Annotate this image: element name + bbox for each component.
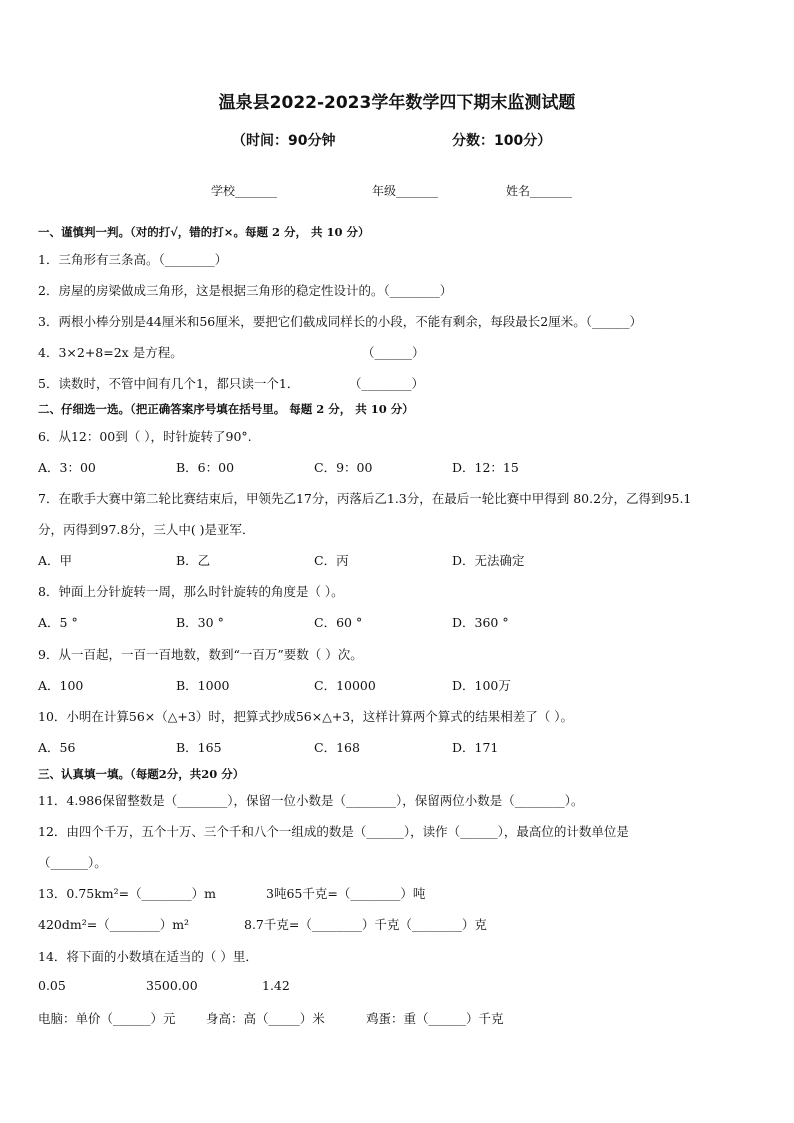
question-14-egg: 鸡蛋：重（______）千克: [366, 1011, 504, 1026]
exam-score: 分数：100分）: [452, 133, 552, 149]
question-9-option-a: A．100: [38, 678, 84, 693]
question-7-line-2: 分，丙得到97.8分，三人中( )是亚军．: [38, 522, 255, 537]
question-4: 4．3×2+8=2x 是方程。: [38, 345, 183, 360]
question-10-option-c: C．168: [314, 740, 360, 755]
exam-time: （时间：90分钟: [232, 133, 336, 149]
grade-field: 年级_______: [372, 184, 439, 198]
name-field: 姓名_______: [506, 184, 573, 198]
question-8-option-d: D．360 °: [452, 615, 509, 630]
question-8: 8．钟面上分针旋转一周，那么时针旋转的角度是（ ）。: [38, 584, 344, 599]
question-5-blank: （________）: [349, 376, 425, 391]
section-1-heading: 一、谨慎判一判。（对的打√，错的打×。每题 2 分， 共 10 分）: [38, 225, 370, 239]
question-11: 11．4.986保留整数是（________），保留一位小数是（________），保留两位小数是（________）。: [38, 793, 584, 808]
question-14-number-2: 3500.00: [146, 978, 198, 993]
question-8-option-c: C．60 °: [314, 615, 363, 630]
question-13-part-d: 8.7千克=（________）千克（________）克: [244, 917, 487, 932]
question-12-line-2: （______）。: [38, 855, 107, 870]
question-14-height: 身高：高（_____）米: [206, 1011, 325, 1026]
question-10-option-d: D．171: [452, 740, 499, 755]
question-5: 5．读数时，不管中间有几个1，都只读一个1．: [38, 376, 300, 391]
question-7-option-a: A．甲: [38, 553, 73, 568]
question-10-option-a: A．56: [38, 740, 76, 755]
question-6-option-c: C．9：00: [314, 460, 373, 475]
section-3-heading: 三、认真填一填。（每题2分，共20 分）: [38, 767, 245, 781]
question-8-option-b: B．30 °: [176, 615, 224, 630]
question-7-option-d: D．无法确定: [452, 553, 525, 568]
question-7-option-b: B．乙: [176, 553, 211, 568]
question-9-option-c: C．10000: [314, 678, 376, 693]
question-10: 10．小明在计算56×（△+3）时，把算式抄成56×△+3，这样计算两个算式的结果相差了（ ）。: [38, 709, 573, 724]
question-14-number-1: 0.05: [38, 978, 66, 993]
question-6: 6．从12：00到（ ），时针旋转了90°.: [38, 429, 252, 444]
question-2: 2．房屋的房梁做成三角形，这是根据三角形的稳定性设计的。（________）: [38, 283, 453, 298]
question-14: 14．将下面的小数填在适当的（ ）里．: [38, 949, 258, 964]
question-13-part-a: 13．0.75km²=（________）m: [38, 886, 217, 901]
question-7-line-1: 7．在歌手大赛中第二轮比赛结束后，甲领先乙17分，丙落后乙1.3分，在最后一轮比赛中甲得到 80.2分，乙得到95.1: [38, 491, 692, 506]
question-4-blank: （______）: [362, 345, 425, 360]
school-field: 学校_______: [211, 184, 278, 198]
question-1: 1．三角形有三条高。（________）: [38, 252, 228, 267]
section-2-heading: 二、仔细选一选。（把正确答案序号填在括号里。 每题 2 分， 共 10 分）: [38, 402, 414, 416]
question-8-option-a: A．5 °: [38, 615, 78, 630]
question-10-option-b: B．165: [176, 740, 222, 755]
question-9-option-b: B．1000: [176, 678, 230, 693]
question-13-part-c: 420dm²=（________）m²: [38, 917, 190, 932]
question-6-option-a: A．3：00: [38, 460, 96, 475]
question-14-number-3: 1.42: [262, 978, 290, 993]
question-14-computer: 电脑：单价（______）元: [38, 1011, 176, 1026]
question-7-option-c: C．丙: [314, 553, 349, 568]
question-13-part-b: 3吨65千克=（________）吨: [266, 886, 426, 901]
question-9-option-d: D．100万: [452, 678, 511, 693]
question-9: 9．从一百起，一百一百地数，数到“一百万”要数（ ）次。: [38, 647, 363, 662]
question-12-line-1: 12．由四个千万，五个十万、三个千和八个一组成的数是（______），读作（______），最高位的计数单位是: [38, 824, 629, 839]
question-6-option-d: D．12：15: [452, 460, 519, 475]
question-6-option-b: B．6：00: [176, 460, 235, 475]
question-3: 3．两根小棒分别是44厘米和56厘米，要把它们截成同样长的小段，不能有剩余，每段最长2厘米。（______）: [38, 314, 642, 329]
exam-title: 温泉县2022-2023学年数学四下期末监测试题: [218, 93, 576, 113]
